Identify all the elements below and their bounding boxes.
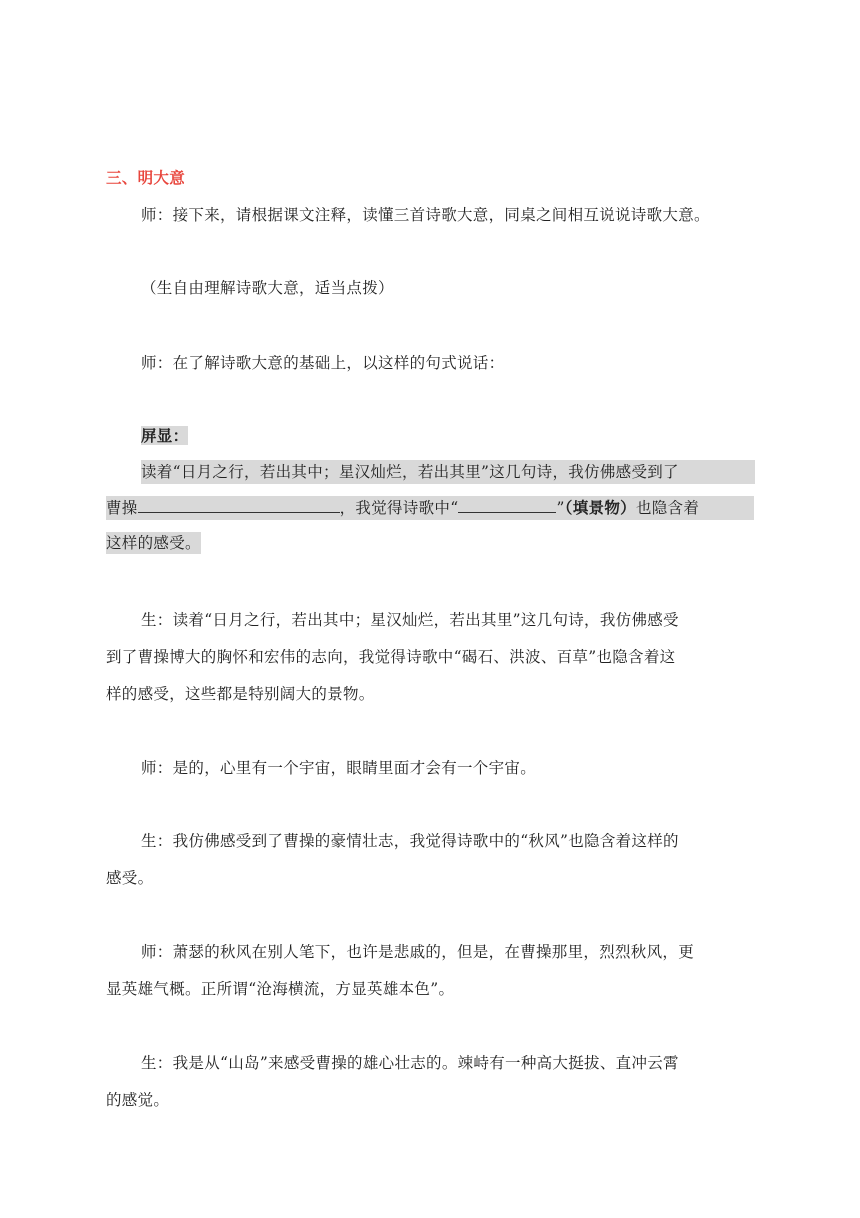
screen-display-line-2: [106, 496, 754, 520]
fill-blank-feeling: [138, 498, 340, 513]
student-answer-3-line-2: 的感觉。: [106, 1091, 170, 1109]
screen-line2-mid: ，我觉得诗歌中“: [339, 499, 459, 517]
paragraph-teacher-instruction: 师：接下来，请根据课文注释，读懂三首诗歌大意，同桌之间相互说说诗歌大意。: [141, 206, 710, 224]
screen-display-line-3: 这样的感受。: [106, 534, 201, 552]
student-answer-3-line-1: 生：我是从“山岛”来感受曹操的雄心壮志的。竦峙有一种高大挺拔、直冲云霄: [141, 1054, 679, 1072]
teacher-response-2-line-1: 师：萧瑟的秋风在别人笔下，也许是悲戚的，但是，在曹操那里，烈烈秋风，更: [141, 943, 695, 961]
student-answer-1-line-1: 生：读着“日月之行，若出其中；星汉灿烂，若出其里”这几句诗，我仿佛感受: [141, 611, 679, 629]
fill-blank-scenery: [458, 498, 556, 513]
screen-display-label-line: [141, 426, 188, 446]
paragraph-teacher-prompt: 师：在了解诗歌大意的基础上，以这样的句式说话：: [141, 354, 505, 372]
teacher-response-1: 师：是的，心里有一个宇宙，眼睛里面才会有一个宇宙。: [141, 759, 537, 777]
screen-display-line-3-wrap: [106, 533, 201, 553]
screen-display-label: 屏显：: [141, 426, 189, 445]
student-answer-2-line-1: 生：我仿佛感受到了曹操的豪情壮志，我觉得诗歌中的“秋风”也隐含着这样的: [141, 832, 679, 850]
screen-line2-hint: （填景物）: [564, 498, 636, 517]
screen-line2-end: 也隐含着: [635, 499, 700, 517]
student-answer-2-line-2: 感受。: [106, 869, 154, 887]
screen-line2-quote-end: ”: [556, 499, 565, 517]
section-heading: 三、明大意: [106, 169, 186, 187]
student-answer-1-line-2: 到了曹操博大的胸怀和宏伟的志向，我觉得诗歌中“碣石、洪波、百草”也隐含着这: [106, 648, 676, 666]
student-answer-1-line-3: 样的感受，这些都是特别阔大的景物。: [106, 685, 375, 703]
paragraph-student-note: （生自由理解诗歌大意，适当点拨）: [141, 279, 394, 297]
teacher-response-2-line-2: 显英雄气概。正所谓“沧海横流，方显英雄本色”。: [106, 980, 455, 998]
screen-line2-start: 曹操: [106, 499, 138, 517]
screen-display-line-1: 读着“日月之行，若出其中；星汉灿烂，若出其里”这几句诗，我仿佛感受到了: [141, 460, 755, 484]
